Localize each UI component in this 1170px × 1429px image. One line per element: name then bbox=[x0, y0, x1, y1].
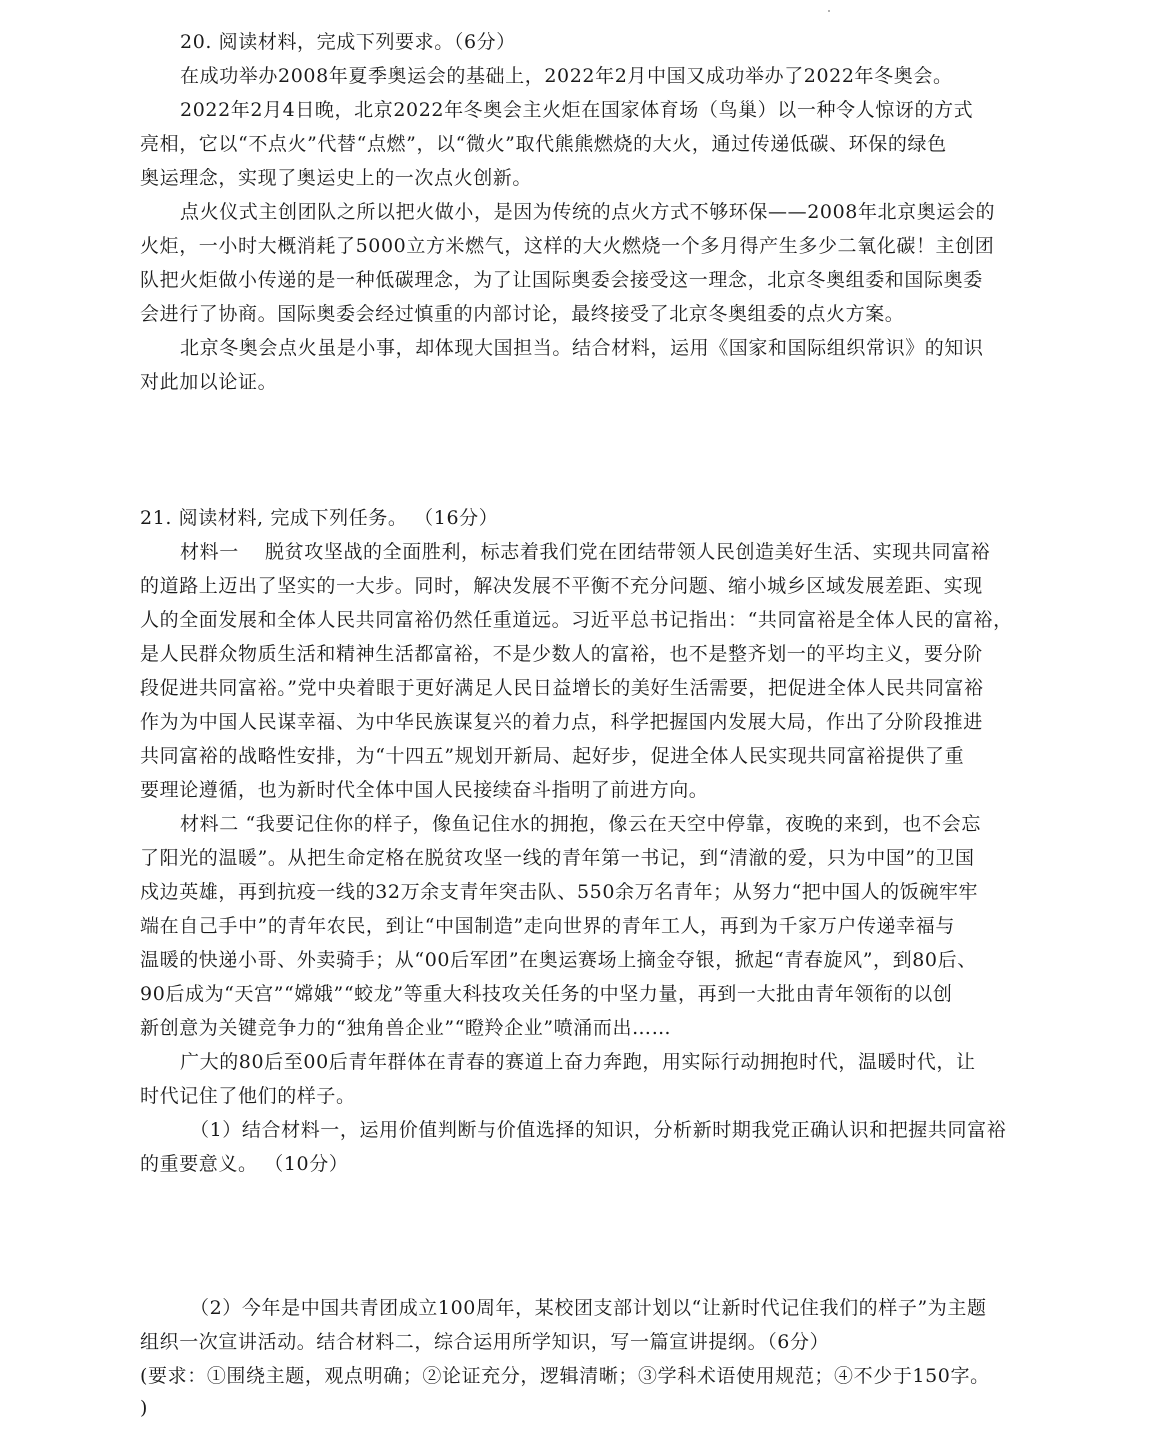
q21-m2-end-line-1: 广大的80后至00后青年群体在青春的赛道上奋力奔跑，用实际行动拥抱时代，温暖时代，让 bbox=[180, 1051, 976, 1073]
q21-sub1-line-1: （1）结合材料一，运用价值判断与价值选择的知识，分析新时期我党正确认识和把握共同富裕 bbox=[190, 1119, 1007, 1141]
q21-m2-line-6: 90后成为“天宫”“嫦娥”“蛟龙”等重大科技攻关任务的中坚力量，再到一大批由青年领衔的以创 bbox=[140, 983, 953, 1005]
q21-m1-line-8: 要理论遵循，也为新时代全体中国人民接续奋斗指明了前进方向。 bbox=[140, 779, 709, 801]
q21-requirements-line-1: (要求：①围绕主题，观点明确；②论证充分，逻辑清晰；③学科术语使用规范；④不少于150字。 bbox=[140, 1365, 990, 1387]
q21-requirements-line-2: ) bbox=[140, 1397, 149, 1419]
q20-line-7: 队把火炬做小传递的是一种低碳理念，为了让国际奥委会接受这一理念，北京冬奥组委和国际奥委 bbox=[140, 269, 983, 291]
q20-line-5: 点火仪式主创团队之所以把火做小，是因为传统的点火方式不够环保——2008年北京奥运会的 bbox=[180, 201, 996, 223]
q21-m2-line-5: 温暖的快递小哥、外卖骑手；从“00后军团”在奥运赛场上摘金夺银，掀起“青春旋风”，到80后、 bbox=[140, 949, 977, 971]
q21-m1-line-7: 共同富裕的战略性安排，为“十四五”规划开新局、起好步，促进全体人民实现共同富裕提供了重 bbox=[140, 745, 965, 767]
q21-m2-line-3: 戍边英雄，再到抗疫一线的32万余支青年突击队、550余万名青年；从努力“把中国人的饭碗牢牢 bbox=[140, 881, 979, 903]
q21-m1-line-4: 是人民群众物质生活和精神生活都富裕，不是少数人的富裕，也不是整齐划一的平均主义，要分阶 bbox=[140, 643, 983, 665]
q20-line-8: 会进行了协商。国际奥委会经过慎重的内部讨论，最终接受了北京冬奥组委的点火方案。 bbox=[140, 303, 905, 325]
q20-line-6: 火炬，一小时大概消耗了5000立方米燃气，这样的大火燃烧一个多月得产生多少二氧化碳！主创团 bbox=[140, 235, 995, 257]
q21-m1-line-1: 材料一 脱贫攻坚战的全面胜利，标志着我们党在团结带领人民创造美好生活、实现共同富裕 bbox=[180, 541, 991, 563]
q21-m2-end-line-2: 时代记住了他们的样子。 bbox=[140, 1085, 356, 1107]
q20-line-9: 北京冬奥会点火虽是小事，却体现大国担当。结合材料，运用《国家和国际组织常识》的知识 bbox=[180, 337, 984, 359]
q21-m1-line-3: 人的全面发展和全体人民共同富裕仍然任重道远。习近平总书记指出：“共同富裕是全体人民的富裕， bbox=[140, 609, 1013, 631]
q20-line-1: 在成功举办2008年夏季奥运会的基础上，2022年2月中国又成功举办了2022年冬奥会。 bbox=[180, 65, 953, 87]
q21-m1-line-5: 段促进共同富裕。”党中央着眼于更好满足人民日益增长的美好生活需要，把促进全体人民共同富裕 bbox=[140, 677, 984, 699]
q21-sub2-line-1: （2）今年是中国共青团成立100周年，某校团支部计划以“让新时代记住我们的样子”为主题 bbox=[190, 1297, 987, 1319]
q21-title: 21. 阅读材料, 完成下列任务。 （16分） bbox=[140, 507, 499, 529]
q20-line-3: 亮相，它以“不点火”代替“点燃”，以“微火”取代熊熊燃烧的大火，通过传递低碳、环保的绿色 bbox=[140, 133, 947, 155]
q21-m2-line-7: 新创意为关键竞争力的“独角兽企业”“瞪羚企业”喷涌而出…… bbox=[140, 1017, 672, 1039]
q21-m1-line-2: 的道路上迈出了坚实的一大步。同时，解决发展不平衡不充分问题、缩小城乡区域发展差距、实现 bbox=[140, 575, 983, 597]
scan-speck bbox=[828, 10, 830, 12]
q21-m2-line-4: 端在自己手中”的青年农民，到让“中国制造”走向世界的青年工人，再到为千家万户传递幸福与 bbox=[140, 915, 955, 937]
q20-line-4: 奥运理念，实现了奥运史上的一次点火创新。 bbox=[140, 167, 533, 189]
q21-sub2-line-2: 组织一次宣讲活动。结合材料二，综合运用所学知识，写一篇宣讲提纲。（6分） bbox=[140, 1331, 830, 1353]
q20-title: 20. 阅读材料，完成下列要求。（6分） bbox=[180, 31, 516, 53]
q20-line-10: 对此加以论证。 bbox=[140, 371, 278, 393]
q21-m1-line-6: 作为为中国人民谋幸福、为中华民族谋复兴的着力点，科学把握国内发展大局，作出了分阶段推进 bbox=[140, 711, 983, 733]
q21-m2-line-2: 了阳光的温暖”。从把生命定格在脱贫攻坚一线的青年第一书记，到“清澈的爱，只为中国”的卫国 bbox=[140, 847, 975, 869]
q20-line-2: 2022年2月4日晚，北京2022年冬奥会主火炬在国家体育场（鸟巢）以一种令人惊讶的方式 bbox=[180, 99, 974, 121]
q21-m2-line-1: 材料二 “我要记住你的样子，像鱼记住水的拥抱，像云在天空中停靠，夜晚的来到，也不会忘 bbox=[180, 813, 981, 835]
q21-sub1-line-2: 的重要意义。 （10分） bbox=[140, 1153, 349, 1175]
